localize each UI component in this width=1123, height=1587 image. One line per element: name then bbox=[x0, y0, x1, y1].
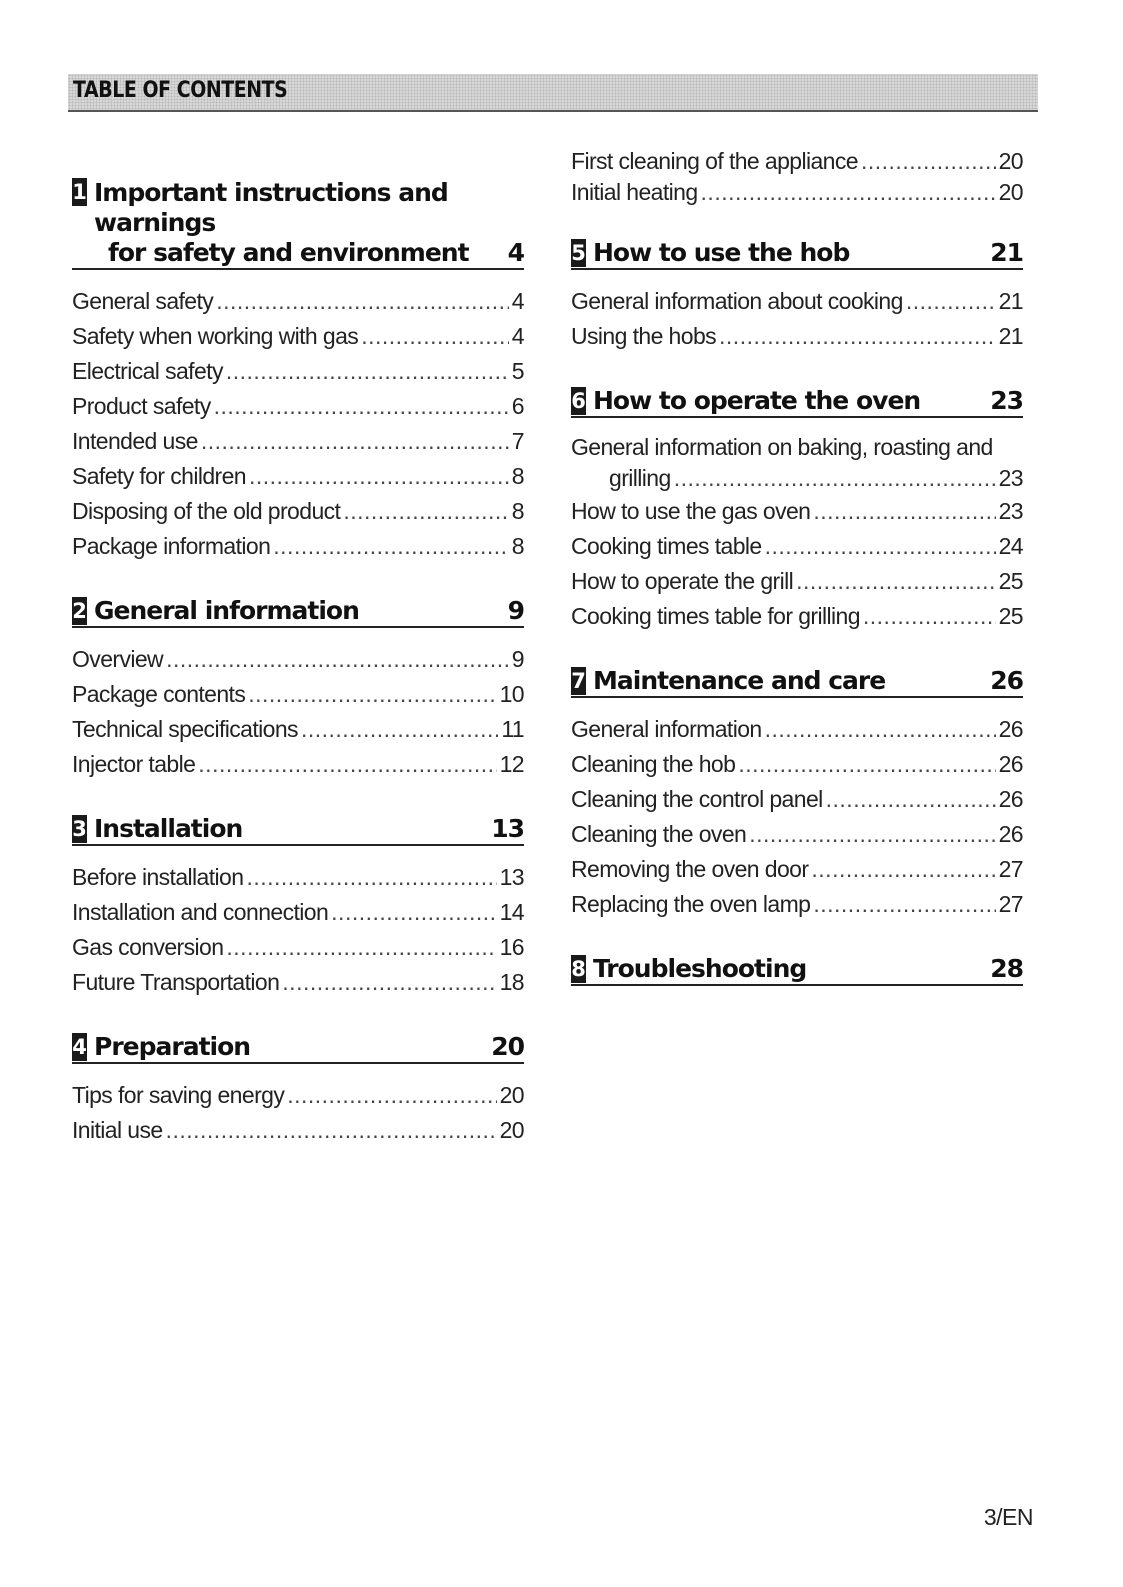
entry-page: 9 bbox=[511, 646, 524, 672]
toc-entry[interactable] bbox=[72, 747, 524, 782]
section-page-number: 20 bbox=[491, 1032, 524, 1061]
dot-leader bbox=[201, 424, 509, 459]
entry-title: Cleaning the oven bbox=[571, 821, 747, 847]
entry-title: Tips for saving energy bbox=[72, 1082, 285, 1108]
section-title: How to use the hob bbox=[593, 238, 850, 267]
toc-entry[interactable] bbox=[571, 284, 1023, 319]
toc-section-1 bbox=[72, 178, 524, 564]
entry-title: Electrical safety bbox=[72, 358, 223, 384]
entry-title: Replacing the oven lamp bbox=[571, 891, 811, 917]
dot-leader bbox=[765, 712, 996, 747]
entry-title: Safety for children bbox=[72, 463, 246, 489]
entry-page: 27 bbox=[998, 856, 1023, 882]
toc-entry[interactable] bbox=[571, 782, 1023, 817]
toc-entry[interactable] bbox=[571, 432, 1023, 463]
entry-page: 5 bbox=[511, 358, 524, 384]
toc-entry[interactable] bbox=[72, 895, 524, 930]
entry-title: Using the hobs bbox=[571, 323, 717, 349]
dot-leader bbox=[738, 747, 995, 782]
entry-title: Cleaning the hob bbox=[571, 751, 736, 777]
dot-leader bbox=[826, 782, 996, 817]
section-number-badge: 8 bbox=[571, 957, 586, 981]
section-page-number: 9 bbox=[507, 596, 524, 625]
section-number-badge: 4 bbox=[72, 1035, 87, 1059]
toc-entry[interactable] bbox=[72, 319, 524, 354]
toc-section-5 bbox=[571, 238, 1023, 354]
entry-page: 20 bbox=[998, 179, 1023, 205]
section-title: Preparation bbox=[94, 1032, 251, 1061]
toc-entry[interactable] bbox=[72, 354, 524, 389]
section-number-badge: 6 bbox=[571, 389, 586, 413]
entry-page: 16 bbox=[499, 934, 524, 960]
entry-page: 20 bbox=[998, 148, 1023, 174]
section-title: General information bbox=[94, 596, 359, 625]
section-number-badge: 2 bbox=[72, 599, 87, 623]
dot-leader bbox=[719, 319, 996, 354]
entry-page: 24 bbox=[998, 533, 1023, 559]
entry-title: Product safety bbox=[72, 393, 211, 419]
toc-continued-entries bbox=[571, 146, 1023, 208]
section-page-number: 28 bbox=[990, 954, 1023, 983]
section-heading[interactable] bbox=[571, 954, 1023, 986]
section-page-number: 23 bbox=[990, 386, 1023, 415]
toc-entry[interactable] bbox=[571, 599, 1023, 634]
section-title: Troubleshooting bbox=[593, 954, 807, 983]
dot-leader bbox=[282, 965, 496, 1000]
entry-page: 14 bbox=[499, 899, 524, 925]
toc-entry[interactable] bbox=[72, 424, 524, 459]
entry-page: 21 bbox=[998, 323, 1023, 349]
toc-entry[interactable] bbox=[72, 529, 524, 564]
section-number-badge: 3 bbox=[72, 817, 87, 841]
dot-leader bbox=[813, 494, 995, 529]
entry-title: Cooking times table bbox=[571, 533, 762, 559]
toc-section-3 bbox=[72, 814, 524, 1000]
toc-section-8 bbox=[571, 954, 1023, 986]
section-title-line-1: Important instructions and warnings bbox=[94, 178, 448, 237]
section-number-badge: 1 bbox=[72, 180, 87, 204]
toc-entry[interactable] bbox=[571, 817, 1023, 852]
section-page-number: 26 bbox=[990, 666, 1023, 695]
dot-leader bbox=[811, 852, 995, 887]
toc-entry[interactable] bbox=[571, 564, 1023, 599]
dot-leader bbox=[249, 459, 509, 494]
entry-page: 6 bbox=[511, 393, 524, 419]
dot-leader bbox=[248, 677, 496, 712]
dot-leader bbox=[796, 564, 995, 599]
section-title-line-2: for safety and environment bbox=[108, 238, 469, 267]
toc-entry[interactable] bbox=[72, 459, 524, 494]
section-heading[interactable] bbox=[571, 386, 1023, 418]
dot-leader bbox=[701, 177, 996, 208]
entry-page: 23 bbox=[998, 465, 1023, 491]
entry-title: General safety bbox=[72, 288, 214, 314]
entry-title: First cleaning of the appliance bbox=[571, 148, 858, 174]
toc-entry[interactable] bbox=[571, 887, 1023, 922]
toc-section-6 bbox=[571, 386, 1023, 634]
entry-title: Initial heating bbox=[571, 179, 698, 205]
entry-title: How to use the gas oven bbox=[571, 498, 811, 524]
section-page-number: 13 bbox=[491, 814, 524, 843]
toc-right-column bbox=[571, 146, 1023, 1018]
toc-entry[interactable] bbox=[72, 284, 524, 319]
entry-title: Technical specifications bbox=[72, 716, 298, 742]
entry-page: 8 bbox=[511, 463, 524, 489]
entry-page: 26 bbox=[998, 786, 1023, 812]
toc-entry[interactable] bbox=[571, 319, 1023, 354]
entry-page: 20 bbox=[499, 1117, 524, 1143]
entry-page: 23 bbox=[998, 498, 1023, 524]
toc-entry[interactable] bbox=[72, 965, 524, 1000]
toc-entry-continuation[interactable] bbox=[571, 463, 1023, 494]
toc-entry[interactable] bbox=[571, 177, 1023, 208]
entry-page: 11 bbox=[501, 716, 524, 742]
dot-leader bbox=[214, 389, 509, 424]
entry-page: 4 bbox=[511, 288, 524, 314]
page-title: TABLE OF CONTENTS bbox=[73, 78, 288, 103]
entry-title: Cleaning the control panel bbox=[571, 786, 823, 812]
entry-title: Cooking times table for grilling bbox=[571, 603, 860, 629]
toc-left-column bbox=[72, 178, 524, 1180]
toc-section-2 bbox=[72, 596, 524, 782]
section-heading[interactable] bbox=[72, 178, 524, 270]
toc-entry[interactable] bbox=[72, 860, 524, 895]
toc-entry[interactable] bbox=[72, 712, 524, 747]
entry-title: Package information bbox=[72, 533, 271, 559]
entry-page: 20 bbox=[499, 1082, 524, 1108]
entry-page: 21 bbox=[998, 288, 1023, 314]
entry-title: General information bbox=[571, 716, 762, 742]
dot-leader bbox=[749, 817, 995, 852]
toc-entry[interactable] bbox=[571, 852, 1023, 887]
toc-entry[interactable] bbox=[571, 494, 1023, 529]
entry-page: 4 bbox=[511, 323, 524, 349]
entry-page: 26 bbox=[998, 716, 1023, 742]
dot-leader bbox=[813, 887, 995, 922]
entry-title: Installation and connection bbox=[72, 899, 329, 925]
section-page-number: 21 bbox=[990, 238, 1023, 267]
section-title: Maintenance and care bbox=[593, 666, 886, 695]
page-number-footer: 3/EN bbox=[983, 1504, 1033, 1530]
toc-entry[interactable] bbox=[72, 677, 524, 712]
entry-page: 25 bbox=[998, 568, 1023, 594]
entry-title: Before installation bbox=[72, 864, 244, 890]
entry-title: Overview bbox=[72, 646, 164, 672]
dot-leader bbox=[331, 895, 496, 930]
dot-leader bbox=[216, 284, 509, 319]
toc-entry[interactable] bbox=[72, 389, 524, 424]
entry-title: How to operate the grill bbox=[571, 568, 794, 594]
entry-page: 18 bbox=[499, 969, 524, 995]
section-heading[interactable] bbox=[571, 666, 1023, 698]
toc-entry[interactable] bbox=[72, 930, 524, 965]
entry-page: 7 bbox=[511, 428, 524, 454]
toc-entry[interactable] bbox=[72, 1113, 524, 1148]
entry-title: Package contents bbox=[72, 681, 246, 707]
section-page-number: 4 bbox=[507, 238, 524, 267]
entry-title: General information about cooking bbox=[571, 288, 903, 314]
entry-page: 26 bbox=[998, 751, 1023, 777]
entry-page: 13 bbox=[499, 864, 524, 890]
entry-title: Initial use bbox=[72, 1117, 163, 1143]
section-heading[interactable] bbox=[72, 596, 524, 628]
entry-title: General information on baking, roasting and bbox=[571, 434, 993, 460]
entry-page: 27 bbox=[998, 891, 1023, 917]
dot-leader bbox=[906, 284, 996, 319]
dot-leader bbox=[166, 1113, 497, 1148]
entry-title: Removing the oven door bbox=[571, 856, 809, 882]
dot-leader bbox=[287, 1078, 496, 1113]
dot-leader bbox=[301, 712, 498, 747]
section-title: How to operate the oven bbox=[593, 386, 921, 415]
section-title bbox=[94, 178, 500, 268]
entry-page: 12 bbox=[499, 751, 524, 777]
dot-leader bbox=[361, 319, 509, 354]
toc-section-7 bbox=[571, 666, 1023, 922]
toc-entry[interactable] bbox=[571, 529, 1023, 564]
toc-entry[interactable] bbox=[571, 747, 1023, 782]
entry-page: 10 bbox=[499, 681, 524, 707]
entry-page: 8 bbox=[511, 533, 524, 559]
section-number-badge: 5 bbox=[571, 241, 586, 265]
entry-title: Future Transportation bbox=[72, 969, 280, 995]
toc-header-bar bbox=[68, 74, 1038, 112]
section-number-badge: 7 bbox=[571, 669, 586, 693]
dot-leader bbox=[765, 529, 996, 564]
entry-page: 25 bbox=[998, 603, 1023, 629]
entry-title: Intended use bbox=[72, 428, 198, 454]
entry-title: Injector table bbox=[72, 751, 196, 777]
toc-entry[interactable] bbox=[72, 494, 524, 529]
entry-title: grilling bbox=[609, 465, 671, 491]
dot-leader bbox=[863, 599, 996, 634]
section-heading[interactable] bbox=[72, 1032, 524, 1064]
entry-title: Safety when working with gas bbox=[72, 323, 359, 349]
entry-page: 8 bbox=[511, 498, 524, 524]
dot-leader bbox=[674, 463, 996, 494]
dot-leader bbox=[226, 930, 496, 965]
section-heading[interactable] bbox=[72, 814, 524, 846]
entry-title: Gas conversion bbox=[72, 934, 224, 960]
dot-leader bbox=[198, 747, 496, 782]
toc-entry[interactable] bbox=[72, 1078, 524, 1113]
section-title: Installation bbox=[94, 814, 243, 843]
toc-entry[interactable] bbox=[571, 146, 1023, 177]
toc-entry[interactable] bbox=[72, 642, 524, 677]
entry-title: Disposing of the old product bbox=[72, 498, 341, 524]
dot-leader bbox=[226, 354, 509, 389]
dot-leader bbox=[273, 529, 509, 564]
toc-section-4 bbox=[72, 1032, 524, 1148]
entry-page: 26 bbox=[998, 821, 1023, 847]
toc-entry[interactable] bbox=[571, 712, 1023, 747]
section-heading[interactable] bbox=[571, 238, 1023, 270]
dot-leader bbox=[246, 860, 496, 895]
dot-leader bbox=[343, 494, 508, 529]
dot-leader bbox=[861, 146, 996, 177]
dot-leader bbox=[166, 642, 509, 677]
